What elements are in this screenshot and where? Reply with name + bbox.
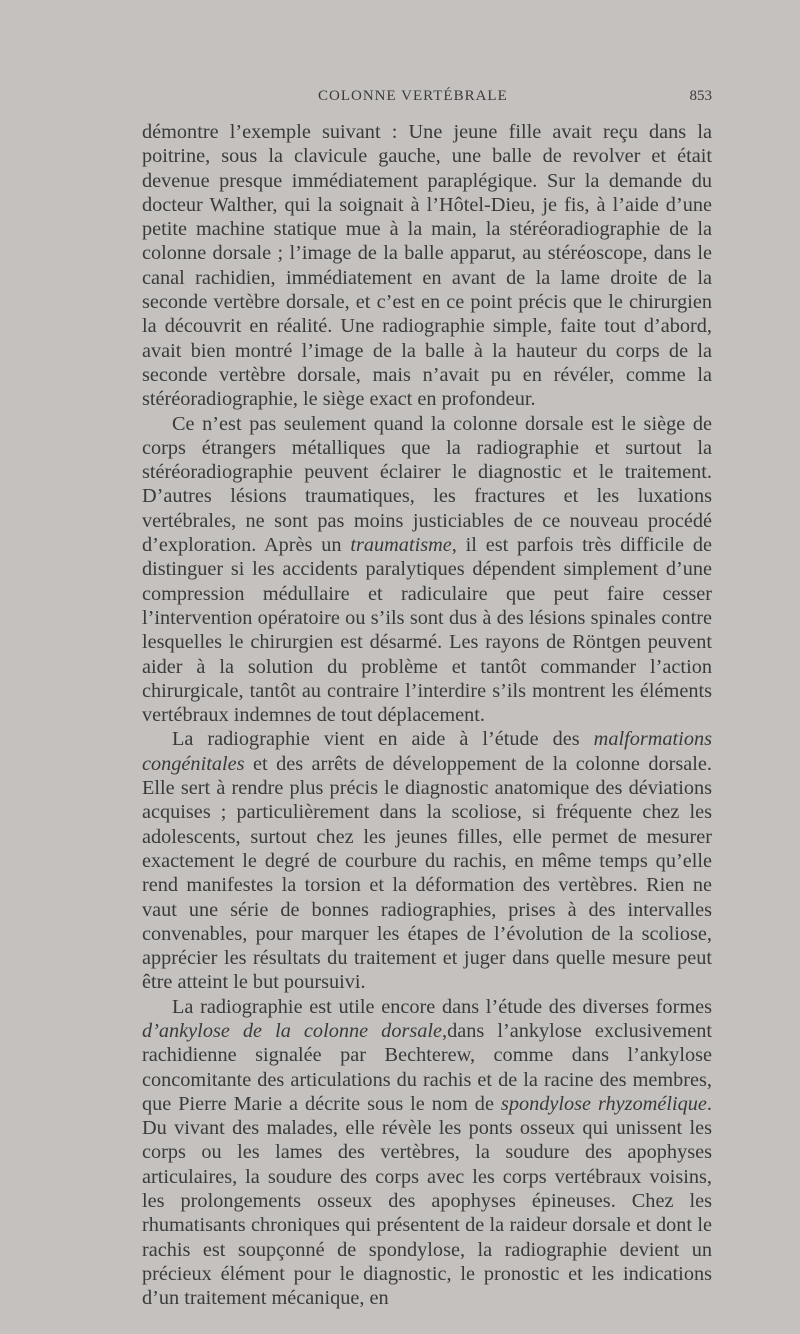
paragraph [142, 120, 712, 412]
text-run: , il est parfois très difficile de distinguer si les accidents paralytiques dépendent simplement d’une compression médullaire et radiculaire que peut faire cesser l’intervention opératoire ou s’ils sont dus à des lésions spinales contre lesquelles le chirurgien est désarmé. Les rayons de Röntgen peuvent aider à la solution du problème et tantôt commander l’action chirurgicale, tantôt au contraire l’interdire s’ils montrent les éléments vertébraux indemnes de tout déplacement. [142, 534, 713, 727]
italic-text: traumatisme [350, 534, 452, 557]
text-run: ,dans l’ankylose exclusivement rachidienne signalée par Bechterew, comme dans l’ankylose concomitante des articulations du rachis et de la racine des membres, que Pierre Marie a décrite sous le nom de [142, 1019, 713, 1115]
text-run: . Du vivant des malades, elle révèle les ponts osseux qui unissent les corps ou les lames des vertèbres, la soudure des apophyses articulaires, la soudure des corps avec les corps vertébraux voisins, les prolongements osseux des apophyses épineuses. Chez les rhumatisants chroniques qui présentent de la raideur dorsale et dont le rachis est soupçonné de spondylose, la radiographie devient un précieux élément pour le diagnostic, le pronostic et les indications d’un traitement mécanique, en [142, 1092, 712, 1310]
italic-text: spondylose rhyzomélique [500, 1092, 707, 1115]
italic-text: malformations congénitales [142, 728, 712, 775]
text-run: et des arrêts de développement de la colonne dorsale. Elle sert à rendre plus précis le diagnostic anatomique des déviations acquises ; particulièrement dans la scoliose, si fréquente chez les adolescents, surtout chez les jeunes filles, elle permet de mesurer exactement le degré de courbure du rachis, en même temps qu’elle rend manifestes la torsion et la déformation des vertèbres. Rien ne vaut une série de bonnes radiographies, prises à des intervalles convenables, pour marquer les étapes de l’évolution de la scoliose, apprécier les résultats du traitement et juger dans quelle mesure peut être atteint le but poursuivi. [142, 752, 712, 994]
text-run: démontre l’exemple suivant : Une jeune fille avait reçu dans la poitrine, sous la clavicule gauche, une balle de revolver et était devenue presque immédiatement paraplégique. Sur la demande du docteur Walther, qui la soignait à l’Hôtel-Dieu, je fis, à l’aide d’une petite machine statique mue à la main, la stéréoradiographie de la colonne dorsale ; l’image de la balle apparut, au stéréoscope, dans le canal rachidien, immédiatement en avant de la lame droite de la seconde vertèbre dorsale, et c’est en ce point précis que le chirurgien la découvrit en réalité. Une radiographie simple, faite tout d’abord, avait bien montré l’image de la balle à la hauteur du corps de la seconde vertèbre dorsale, mais n’avait pu en révéler, comme la stéréoradiographie, le siège exact en profondeur. [142, 121, 712, 411]
paragraph [142, 412, 712, 728]
italic-text: d’ankylose de la colonne dorsale [142, 1019, 443, 1042]
page-number: 853 [689, 88, 712, 104]
paragraph [142, 995, 712, 1311]
body-text [142, 120, 712, 1311]
text-run: La radiographie vient en aide à l’étude des [172, 728, 594, 751]
text-run: Ce n’est pas seulement quand la colonne dorsale est le siège de corps étrangers métalliques que la radiographie et surtout la stéréoradiographie peuvent éclairer le diagnostic et le traitement. D’autres lésions traumatiques, les fractures et les luxations vertébrales, ne sont pas moins justiciables de ce nouveau procédé d’exploration. Après un [142, 412, 712, 557]
running-head: COLONNE VERTÉBRALE [318, 88, 508, 104]
paragraph [142, 727, 712, 994]
page-header [142, 88, 712, 110]
text-run: La radiographie est utile encore dans l’étude des diverses formes [172, 995, 712, 1018]
